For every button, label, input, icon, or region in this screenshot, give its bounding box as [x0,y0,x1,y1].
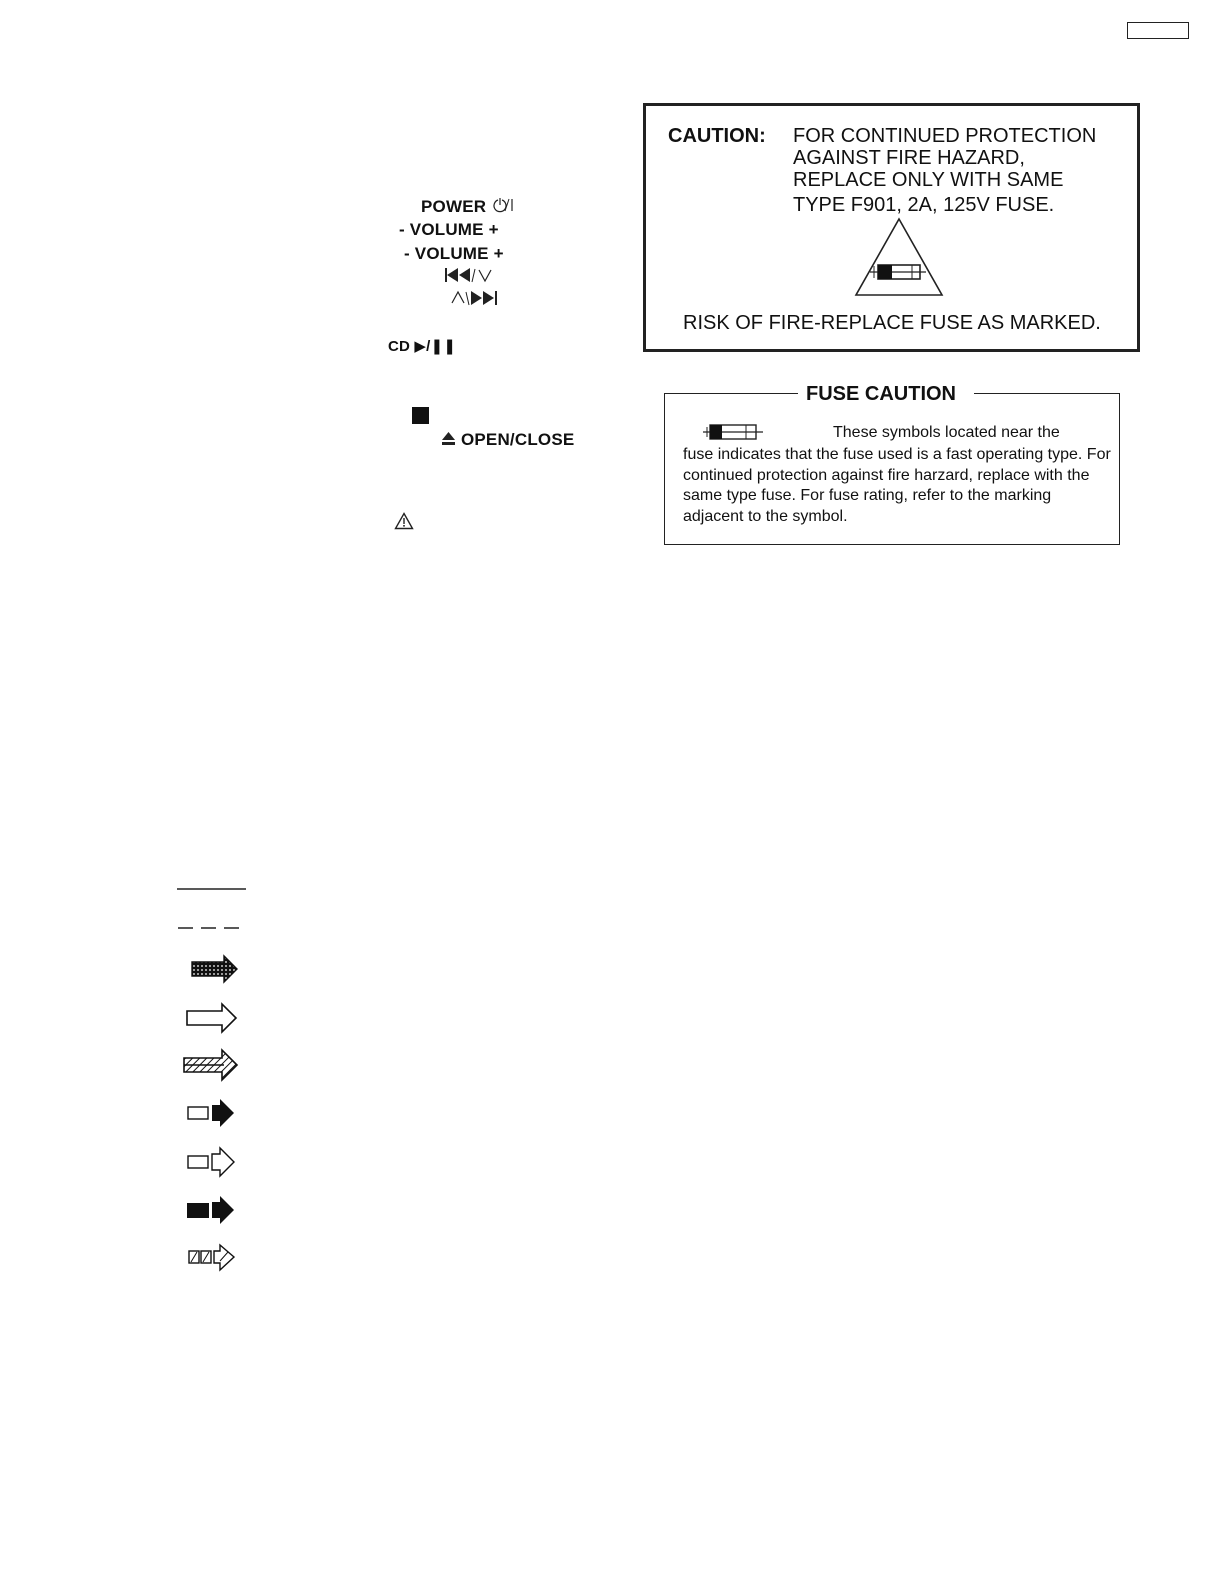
double-box-outline-arrow-icon [189,1245,234,1270]
caution-bottom-text: RISK OF FIRE-REPLACE FUSE AS MARKED. [683,312,1101,334]
fuse-caution-body: fuse indicates that the fuse used is a fast operating type. For continued protection against fire harzard, replace with the same type fuse. For fuse rating, refer to the marking adjacent to the symbol. [683,446,1111,525]
dotted-arrow-icon [192,956,237,982]
up-skip-next-icon [450,289,502,307]
fuse-box-top-border-right [974,393,1120,394]
caution-text: FOR CONTINUED PROTECTION AGAINST FIRE HAZARD, REPLACE ONLY WITH SAME TYPE F901, 2A, 125V FUSE. [793,125,1097,216]
hatched-arrow-icon [184,1050,237,1080]
fuse-warning-triangle-icon [852,216,946,298]
caution-label: CAUTION: [668,125,766,147]
stop-icon [412,407,429,424]
caution-box [643,103,1140,352]
fuse-caution-first-line: These symbols located near the [833,424,1060,441]
warning-triangle-icon [394,512,414,530]
box-solid-arrow-icon [188,1099,234,1127]
outline-arrow-icon [187,1004,236,1032]
signal-line-legend [172,880,252,1280]
fuse-caution-title: FUSE CAUTION [806,383,956,405]
skip-previous-down-icon [444,266,496,284]
power-label: POWER [421,196,515,217]
box-outline-arrow-icon [188,1148,234,1176]
fuse-box-top-border-left [664,393,798,394]
filled-box-solid-arrow-icon [187,1196,234,1224]
volume-label-1: - VOLUME + [399,220,499,239]
eject-icon [441,431,456,446]
open-close-label: OPEN/CLOSE [441,430,574,450]
power-standby-icon [491,196,515,214]
cd-play-pause-label: CD ▶/❚❚ [388,338,457,355]
page-number-box [1127,22,1189,39]
volume-label-2: - VOLUME + [404,244,504,263]
fast-fuse-symbol-icon [702,422,764,442]
